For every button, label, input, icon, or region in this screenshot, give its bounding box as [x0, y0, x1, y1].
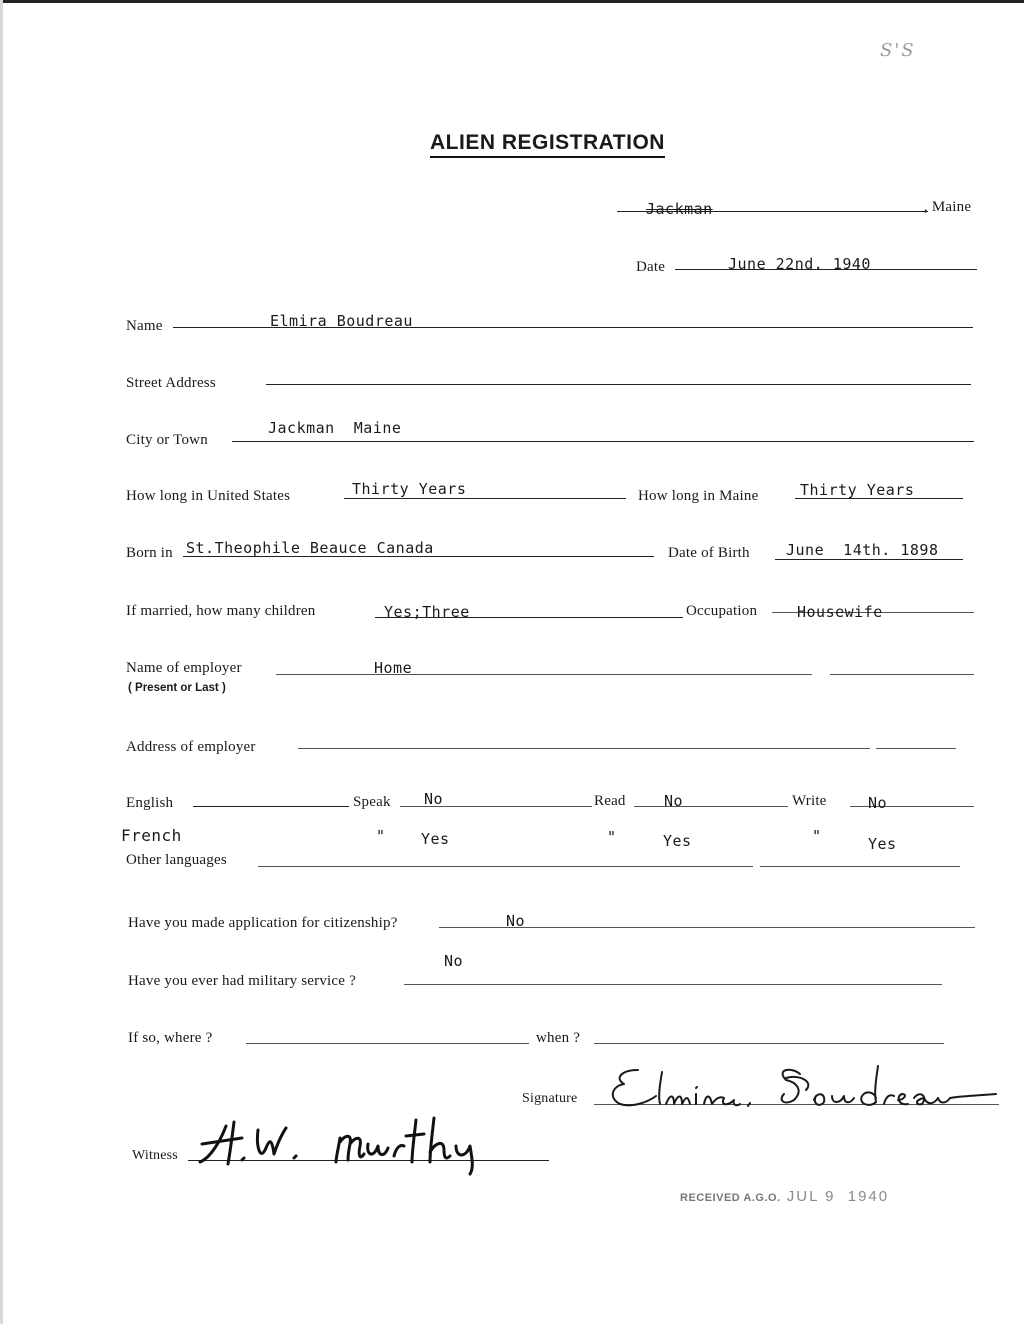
form-title: ALIEN REGISTRATION — [430, 131, 665, 158]
employer-address-label: Address of employer — [126, 739, 256, 755]
maine-duration-label: How long in Maine — [638, 488, 759, 504]
employer-value: Home — [374, 659, 413, 677]
french-speak-ditto: " — [376, 827, 386, 845]
employer-sub-label: ( Present or Last ) — [128, 682, 226, 694]
us-duration-value: Thirty Years — [352, 480, 467, 498]
employer-line-right — [830, 674, 974, 675]
scan-edge-left — [0, 0, 3, 1324]
scan-edge-top — [0, 0, 1024, 3]
signature-label: Signature — [522, 1091, 578, 1106]
english-line — [193, 806, 349, 807]
dob-label: Date of Birth — [668, 545, 750, 561]
where-label: If so, where ? — [128, 1030, 213, 1046]
town-value: Jackman — [646, 200, 713, 218]
employer-label: Name of employer — [126, 660, 242, 676]
citizenship-value: No — [506, 912, 526, 930]
applicant-signature — [600, 1060, 1000, 1120]
military-label: Have you ever had military service ? — [128, 973, 356, 989]
state-label: , Maine — [924, 199, 972, 215]
other-languages-label: Other languages — [126, 852, 227, 868]
english-speak-value: No — [424, 790, 444, 808]
french-speak-value: Yes — [421, 830, 450, 848]
french-write-value: Yes — [868, 835, 897, 853]
received-label: RECEIVED A.G.O. — [680, 1192, 781, 1204]
street-line — [266, 384, 971, 385]
french-write-ditto: " — [812, 827, 822, 845]
citizenship-label: Have you made application for citizenship? — [128, 915, 398, 931]
name-value: Elmira Boudreau — [270, 312, 413, 330]
us-duration-line — [344, 498, 626, 499]
employer-address-line — [298, 748, 870, 749]
occupation-value: Housewife — [797, 603, 883, 621]
english-read-value: No — [664, 792, 684, 810]
read-label: Read — [594, 793, 626, 809]
dob-value: June 14th. 1898 — [786, 541, 939, 559]
french-label: French — [121, 826, 182, 845]
speak-label: Speak — [353, 794, 391, 810]
born-value: St.Theophile Beauce Canada — [186, 539, 434, 557]
corner-pencil-mark: S'S — [880, 40, 916, 61]
received-stamp — [680, 1188, 889, 1205]
employer-line — [276, 674, 812, 675]
military-line — [404, 984, 942, 985]
born-label: Born in — [126, 545, 173, 561]
other-languages-line — [258, 866, 753, 867]
french-read-value: Yes — [663, 832, 692, 850]
city-value: Jackman Maine — [268, 419, 402, 437]
witness-label: Witness — [132, 1148, 178, 1163]
english-label: English — [126, 795, 174, 811]
french-read-ditto: " — [607, 828, 617, 846]
witness-text: H.W. Murphy — [190, 1112, 196, 1113]
write-label: Write — [792, 793, 827, 809]
signature-text: Elmira Boudreau — [600, 1060, 607, 1061]
employer-address-line-right — [876, 748, 956, 749]
us-duration-label: How long in United States — [126, 488, 291, 504]
english-write-value: No — [868, 794, 888, 812]
children-label: If married, how many children — [126, 603, 316, 619]
maine-duration-value: Thirty Years — [800, 481, 915, 499]
when-line — [594, 1043, 944, 1044]
witness-signature — [190, 1112, 520, 1172]
where-line — [246, 1043, 529, 1044]
other-languages-line-right — [760, 866, 960, 867]
read-line — [634, 806, 788, 807]
date-value: June 22nd. 1940 — [728, 255, 871, 273]
date-label: Date — [636, 259, 666, 275]
received-date: JUL 9 1940 — [786, 1188, 890, 1205]
when-label: when ? — [536, 1030, 581, 1046]
name-label: Name — [126, 318, 163, 334]
occupation-label: Occupation — [686, 603, 758, 619]
children-value: Yes;Three — [384, 603, 470, 621]
city-line — [232, 441, 974, 442]
military-value: No — [444, 952, 464, 970]
street-label: Street Address — [126, 375, 216, 391]
city-label: City or Town — [126, 432, 208, 448]
dob-line — [775, 559, 963, 560]
